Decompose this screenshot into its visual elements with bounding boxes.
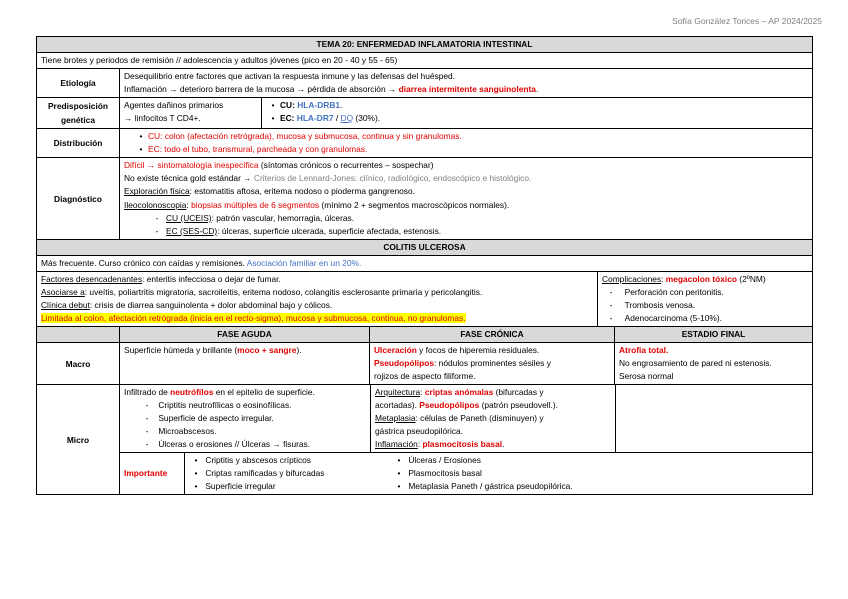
distribucion-label: Distribución — [53, 138, 103, 148]
colitis-intro: Más frecuente. Curso crónico con caídas y remisiones. Asociación familiar en un 20%. — [41, 258, 362, 269]
importante-right-item: • Metaplasia Paneth / gástrica pseudopilórica. — [397, 481, 573, 492]
predisposicion-left1: Agentes dañinos primarios — [124, 100, 224, 110]
micro-aguda-item: - Microabscesos. — [145, 426, 217, 437]
header-author: Sofía González Torices – AP 2024/2025 — [672, 16, 822, 26]
macro-final-line3: Serosa normal — [619, 371, 674, 382]
colitis-title: COLITIS ULCEROSA — [383, 242, 466, 253]
predisposicion-cu: • CU: HLA-DRB1. — [271, 100, 343, 110]
micro-row — [36, 385, 813, 495]
micro-cronica-line5: Inflamación: plasmocitosis basal. — [375, 439, 505, 450]
etiologia-label: Etiología — [60, 78, 96, 88]
colitis-title-row — [36, 240, 813, 256]
micro-cronica-line2: acortadas). Pseudopólipos (patrón pseudovell.). — [375, 400, 558, 411]
complicaciones-title: Complicaciones: megacolon tóxico (2ºNM) — [602, 274, 766, 285]
etiologia-line2: Inflamación → deterioro barrera de la mucosa → pérdida de absorción → diarrea intermitente sanguinolenta. — [124, 84, 539, 94]
macro-cronica-line2: Pseudopólipos: nódulos prominentes sésiles y — [374, 358, 551, 369]
importante-box — [120, 452, 812, 494]
predisposicion-row — [36, 98, 813, 129]
fase-cronica-header: FASE CRÓNICA — [369, 327, 614, 342]
factores-row — [36, 272, 813, 327]
micro-label: Micro — [66, 434, 90, 445]
factores-line3: Clínica debut: crisis de diarrea sanguinolenta + dolor abdominal bajo y cólicos. — [41, 300, 333, 311]
macro-row — [36, 343, 813, 385]
fase-aguda-header: FASE AGUDA — [119, 327, 369, 342]
factores-line2: Asociarse a: uveítis, poliartritis migratoria, sacroileítis, eritema nodoso, colangitis esclerosante primaria y pericolangitis. — [41, 287, 483, 298]
diagnostico-row — [36, 158, 813, 240]
predisposicion-label: Predisposición genética — [47, 101, 109, 125]
micro-cronica-line4: gástrica pseudopilórica. — [375, 426, 463, 437]
distribucion-cu: • CU: colon (afectación retrógrada), mucosa y submucosa, continua y sin granulomas. — [139, 131, 462, 141]
micro-aguda-line1: Infiltrado de neutrófilos en el epitelio de superficie. — [124, 387, 315, 398]
diagnostico-line5: - CU (UCEIS): patrón vascular, hemorragia, úlceras. — [155, 212, 355, 223]
factores-line1: Factores desencadenantes: enteritis infecciosa o dejar de fumar. — [41, 274, 281, 285]
importante-right-item: • Úlceras / Erosiones — [397, 455, 481, 466]
colitis-intro-row — [36, 256, 813, 272]
macro-aguda: Superficie húmeda y brillante (moco + sangre). — [119, 343, 369, 384]
macro-final-line2: No engrosamiento de pared ni estenosis. — [619, 358, 772, 369]
diagnostico-line1: Difícil → sintomatología inespecífica (síntomas crónicos o recurrentes – sospechar) — [124, 160, 434, 170]
macro-final-line1: Atrofia total. — [619, 345, 669, 356]
estadio-final-header: ESTADIO FINAL — [614, 327, 812, 342]
intro-text: Tiene brotes y periodos de remisión // adolescencia y adultos jóvenes (pico en 20 - 40 y 55 - 65) — [41, 55, 398, 65]
predisposicion-left2: → linfocitos T CD4+. — [124, 113, 201, 123]
complicacion-item: - Trombosis venosa. — [609, 300, 696, 311]
diagnostico-line3: Exploración física: estomatitis aftosa, eritema nodoso o pioderma gangrenoso. — [124, 186, 415, 197]
page-title: TEMA 20: ENFERMEDAD INFLAMATORIA INTESTINAL — [316, 39, 533, 49]
macro-label: Macro — [65, 358, 91, 369]
micro-aguda-item: - Superficie de aspecto irregular. — [145, 413, 274, 424]
importante-left-item: • Criptas ramificadas y bifurcadas — [194, 468, 325, 479]
etiologia-line1: Desequilibrio entre factores que activan la respuesta inmune y las defensas del huésped. — [124, 71, 456, 81]
micro-aguda-item: - Criptitis neutrofílicas o eosinofílicas. — [145, 400, 292, 411]
distribucion-ec: • EC: todo el tubo, transmural, parcheada y con granulomas. — [139, 144, 368, 154]
fases-header-row — [36, 327, 813, 343]
diagnostico-line6: - EC (SES-CD): úlceras, superficie ulcerada, superficie afectada, estenosis. — [155, 226, 442, 237]
diagnostico-line4: Ileocolonoscopia: biopsias múltiples de 6 segmentos (mínimo 2 + segmentos macroscópicos normales). — [124, 199, 510, 210]
importante-label: Importante — [124, 468, 168, 479]
summary-table — [36, 36, 813, 495]
micro-cronica-line3: Metaplasia: células de Paneth (disminuyen) y — [375, 413, 544, 424]
distribucion-row — [36, 129, 813, 158]
macro-cronica-line1: Ulceración y focos de hiperemia residuales. — [374, 345, 540, 356]
complicacion-item: - Perforación con peritonitis. — [609, 287, 724, 298]
predisposicion-ec: • EC: HLA-DR7 / DQ (30%). — [271, 113, 381, 123]
intro-row — [36, 53, 813, 69]
importante-left-item: • Superficie irregular — [194, 481, 276, 492]
importante-left-item: • Criptitis y abscesos crípticos — [194, 455, 311, 466]
importante-right-item: • Plasmocitosis basal — [397, 468, 482, 479]
diagnostico-label: Diagnóstico — [54, 193, 102, 204]
title-row — [36, 36, 813, 53]
micro-aguda-item: - Úlceras o erosiones // Úlceras → fisuras. — [145, 439, 311, 450]
etiologia-row — [36, 69, 813, 98]
factores-line4: Limitada al colon, afectación retrógrada (inicia en el recto-sigma), mucosa y submucosa, continua, no granulomas. — [41, 313, 466, 324]
micro-cronica-line1: Arquitectura: criptas anómalas (bifurcadas y — [375, 387, 544, 398]
complicacion-item: - Adenocarcinoma (5-10%). — [609, 313, 722, 324]
diagnostico-line2: No existe técnica gold estándar → Criterios de Lennard-Jones: clínico, radiológico, endoscópico e histológico. — [124, 173, 532, 184]
macro-cronica-line3: rojizos de aspecto filiforme. — [374, 371, 476, 382]
